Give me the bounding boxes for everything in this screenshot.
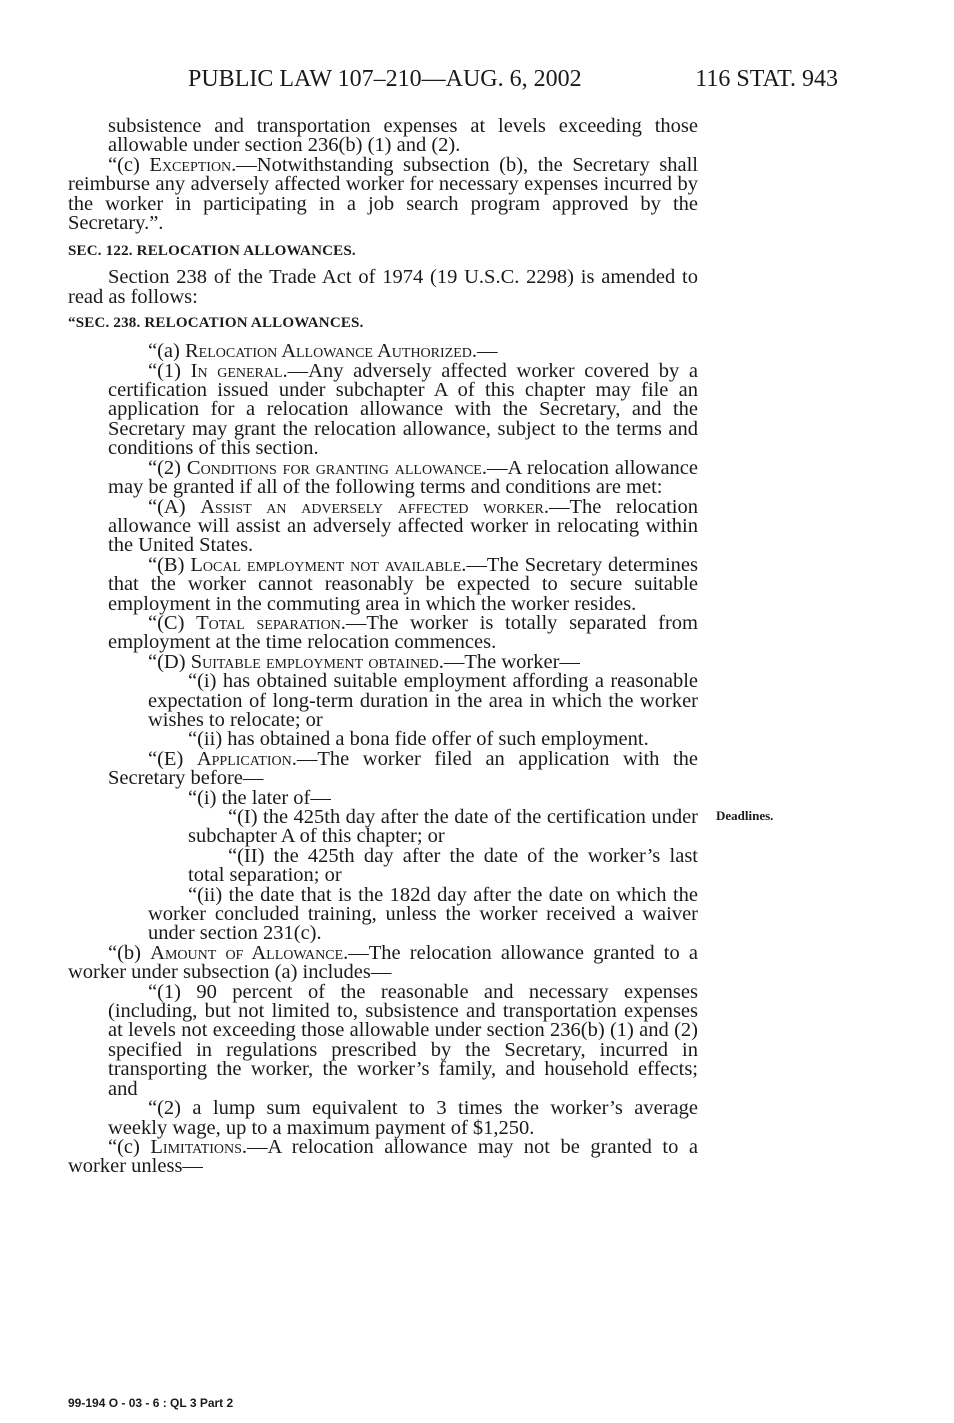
heading-relocation-allowance-authorized: Relocation Allowance Authorized.	[184, 340, 478, 363]
paragraph-a-2-A: “(A) Assist an adversely affected worker.—The relocation allowance will assist an adversely affected worker in relocating within the United States.	[108, 495, 698, 557]
heading-in-general: In general.	[190, 359, 288, 382]
footer-print-code: 99-194 O - 03 - 6 : QL 3 Part 2	[68, 1396, 234, 1410]
header-stat-page: 116 STAT. 943	[695, 66, 838, 92]
paragraph-D-i: “(i) has obtained suitable employment affording a reasonable expectation of long-term duration in the area in which the worker wishes to relocate; or	[148, 670, 698, 731]
paragraph-subsection-c-limitations: “(c) Limitations.—A relocation allowance may not be granted to a worker unless—	[68, 1135, 698, 1178]
heading-total-separation: Total separation.	[196, 611, 346, 634]
paragraph-b-2: “(2) a lump sum equivalent to 3 times the worker’s average weekly wage, up to a maximum payment of $1,250.	[108, 1097, 698, 1139]
paragraph-subsection-b: “(b) Amount of Allowance.—The relocation allowance granted to a worker under subsection (a) includes—	[68, 941, 698, 984]
running-header	[188, 66, 838, 96]
header-law-title: PUBLIC LAW 107–210—AUG. 6, 2002	[188, 66, 582, 92]
paragraph-D-ii: “(ii) has obtained a bona fide offer of such employment.	[188, 728, 649, 751]
paragraph-section-122-text: Section 238 of the Trade Act of 1974 (19 U.S.C. 2298) is amended to read as follows:	[68, 266, 698, 308]
heading-conditions-for-granting: Conditions for granting allowance.	[186, 456, 487, 479]
paragraph-a-2-B: “(B) Local employment not available.—The Secretary determines that the worker cannot reasonably be expected to secure suitable employment in the commuting area in which the worker resides.	[108, 553, 698, 615]
section-heading-122: SEC. 122. RELOCATION ALLOWANCES.	[68, 243, 356, 260]
paragraph-E-i-I: “(I) the 425th day after the date of the certification under subchapter A of this chapter; or	[188, 806, 698, 848]
paragraph-a-2-E: “(E) Application.—The worker filed an application with the Secretary before—	[108, 747, 698, 790]
paragraph-subsection-c-exception: “(c) Exception.—Notwithstanding subsection (b), the Secretary shall reimburse any adversely affected worker for necessary expenses incurred by the worker in participating in a job search program approved by the Secretary.”.	[68, 153, 698, 235]
paragraph-a-1: “(1) In general.—Any adversely affected worker covered by a certification issued under subchapter A of this chapter may file an application for a relocation allowance with the Secretary, and the Secretary may grant the relocation allowance, subject to the terms and conditions of this section.	[108, 359, 698, 460]
paragraph-E-i: “(i) the later of—	[188, 786, 331, 809]
heading-application: Application.	[196, 747, 297, 770]
heading-assist-worker: Assist an adversely affected worker.	[200, 495, 549, 518]
paragraph-b-1: “(1) 90 percent of the reasonable and necessary expenses (including, but not limited to, subsistence and transportation expenses at levels not exceeding those allowable under section 236(b) (1) and (2) specified in regulations prescribed by the Secretary, incurred in transporting the worker, the worker’s family, and household effects; and	[108, 980, 698, 1100]
margin-note-deadlines: Deadlines.	[716, 808, 774, 823]
paragraph-a-2-C: “(C) Total separation.—The worker is totally separated from employment at the time relocation commences.	[108, 611, 698, 654]
paragraph-E-i-II: “(II) the 425th day after the date of the worker’s last total separation; or	[188, 844, 698, 887]
section-heading-238: “SEC. 238. RELOCATION ALLOWANCES.	[68, 315, 364, 332]
paragraph-E-ii: “(ii) the date that is the 182d day after the date on which the worker concluded training, unless the worker received a waiver under section 231(c).	[148, 883, 698, 945]
paragraph-a-2: “(2) Conditions for granting allowance.—A relocation allowance may be granted if all of the following terms and conditions are met:	[108, 456, 698, 499]
paragraph-a-2-D: “(D) Suitable employment obtained.—The worker—	[148, 650, 580, 673]
heading-amount-of-allowance: Amount of Allowance.	[150, 941, 349, 964]
paragraph-continuation: subsistence and transportation expenses at levels exceeding those allowable under section 236(b) (1) and (2).	[108, 115, 698, 157]
heading-exception: Exception.	[149, 153, 237, 176]
heading-suitable-employment: Suitable employment obtained.	[190, 650, 444, 673]
heading-limitations: Limitations.	[150, 1135, 248, 1158]
document-body	[68, 117, 698, 1177]
heading-local-employment: Local employment not available.	[190, 553, 467, 576]
paragraph-subsection-a: “(a) Relocation Allowance Authorized.—	[148, 340, 498, 363]
